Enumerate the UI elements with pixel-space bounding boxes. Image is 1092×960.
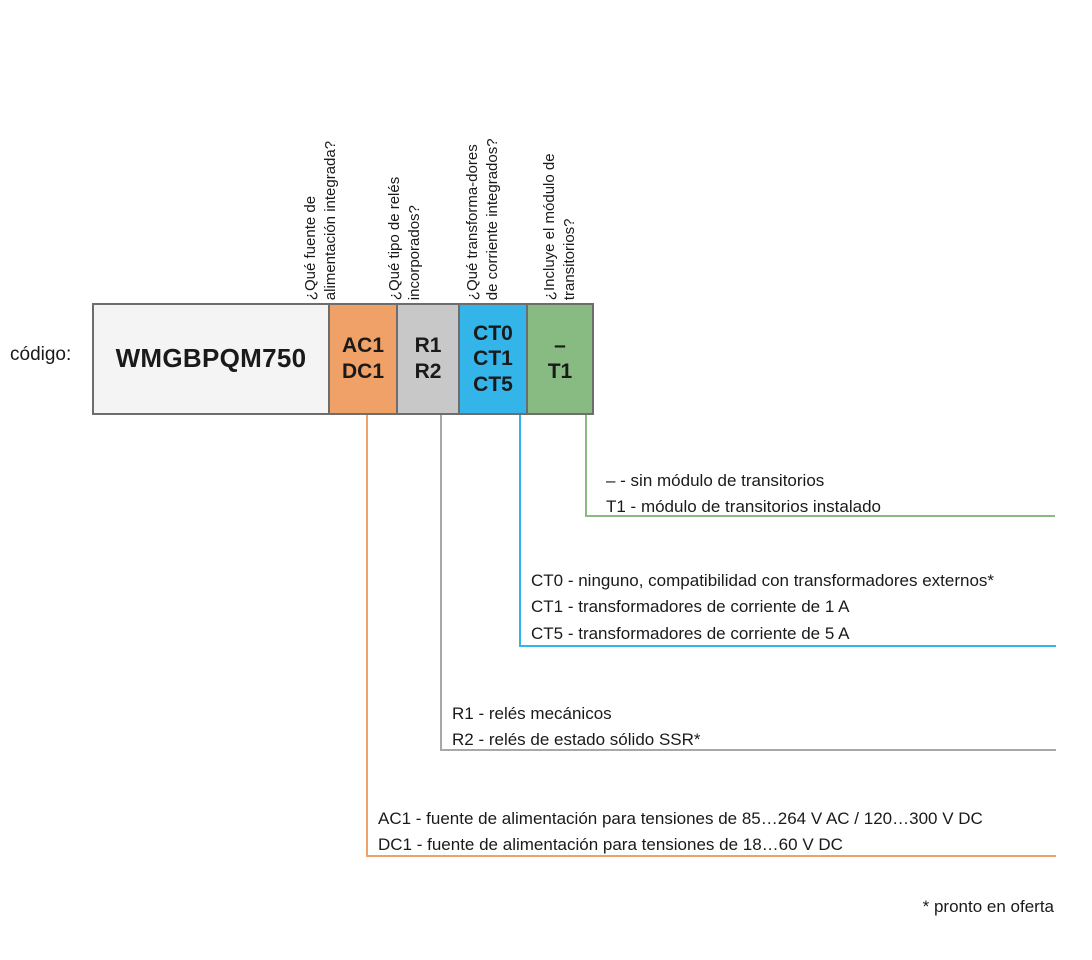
connector-transient-vertical — [585, 415, 587, 517]
question-line: transitorios? — [560, 218, 578, 300]
connector-ct-vertical — [519, 415, 521, 647]
option-label: T1 — [547, 360, 573, 383]
description-relay — [452, 701, 701, 754]
question-header-ct — [463, 60, 523, 300]
description-ct — [531, 568, 994, 647]
question-line: de corriente integrados? — [483, 138, 501, 300]
connector-relay-vertical — [440, 415, 442, 751]
code-segment-ct — [458, 305, 526, 413]
description-line: CT0 - ninguno, compatibilidad con transformadores externos* — [531, 571, 995, 590]
option-label: CT1 — [473, 347, 513, 371]
description-power — [378, 806, 983, 859]
connector-power-vertical — [366, 415, 368, 857]
description-line: DC1 - fuente de alimentación para tensiones de 18…60 V DC — [378, 835, 843, 855]
description-line: R2 - relés de estado sólido SSR* — [452, 730, 701, 750]
question-line: incorporados? — [405, 204, 423, 300]
option-label: DC1 — [341, 360, 384, 383]
code-segment-transient — [526, 305, 592, 413]
option-label: R2 — [414, 360, 442, 383]
description-line: AC1 - fuente de alimentación para tensiones de 85…264 V AC / 120…300 V DC — [378, 809, 983, 828]
question-line: ¿Qué tipo de relés — [385, 176, 403, 300]
base-code-text: WMGBPQM750 — [115, 343, 307, 374]
option-label: AC1 — [341, 334, 384, 358]
question-header-power — [301, 60, 361, 300]
question-header-relay — [385, 60, 445, 300]
code-segment-relay — [396, 305, 458, 413]
footnote: * pronto en oferta — [922, 897, 1054, 916]
option-label: R1 — [414, 334, 442, 358]
description-line: T1 - módulo de transitorios instalado — [606, 497, 881, 517]
description-transient — [606, 468, 881, 521]
description-line: R1 - relés mecánicos — [452, 704, 612, 723]
code-segment-power — [328, 305, 396, 413]
question-header-transient — [540, 60, 600, 300]
description-line: – - sin módulo de transitorios — [606, 471, 825, 490]
option-label: – — [554, 334, 566, 358]
question-line: ¿Qué transforma-dores — [463, 144, 481, 300]
option-label: CT5 — [473, 372, 513, 396]
code-segment-base — [94, 305, 328, 413]
question-line: ¿Qué fuente de — [301, 195, 319, 300]
code-bar — [92, 303, 594, 415]
option-label: CT0 — [473, 321, 513, 345]
question-line: alimentación integrada? — [321, 140, 339, 300]
code-label: código: — [10, 344, 72, 365]
description-line: CT1 - transformadores de corriente de 1 A — [531, 597, 850, 617]
question-line: ¿Incluye el módulo de — [540, 153, 558, 300]
description-line: CT5 - transformadores de corriente de 5 A — [531, 623, 850, 643]
